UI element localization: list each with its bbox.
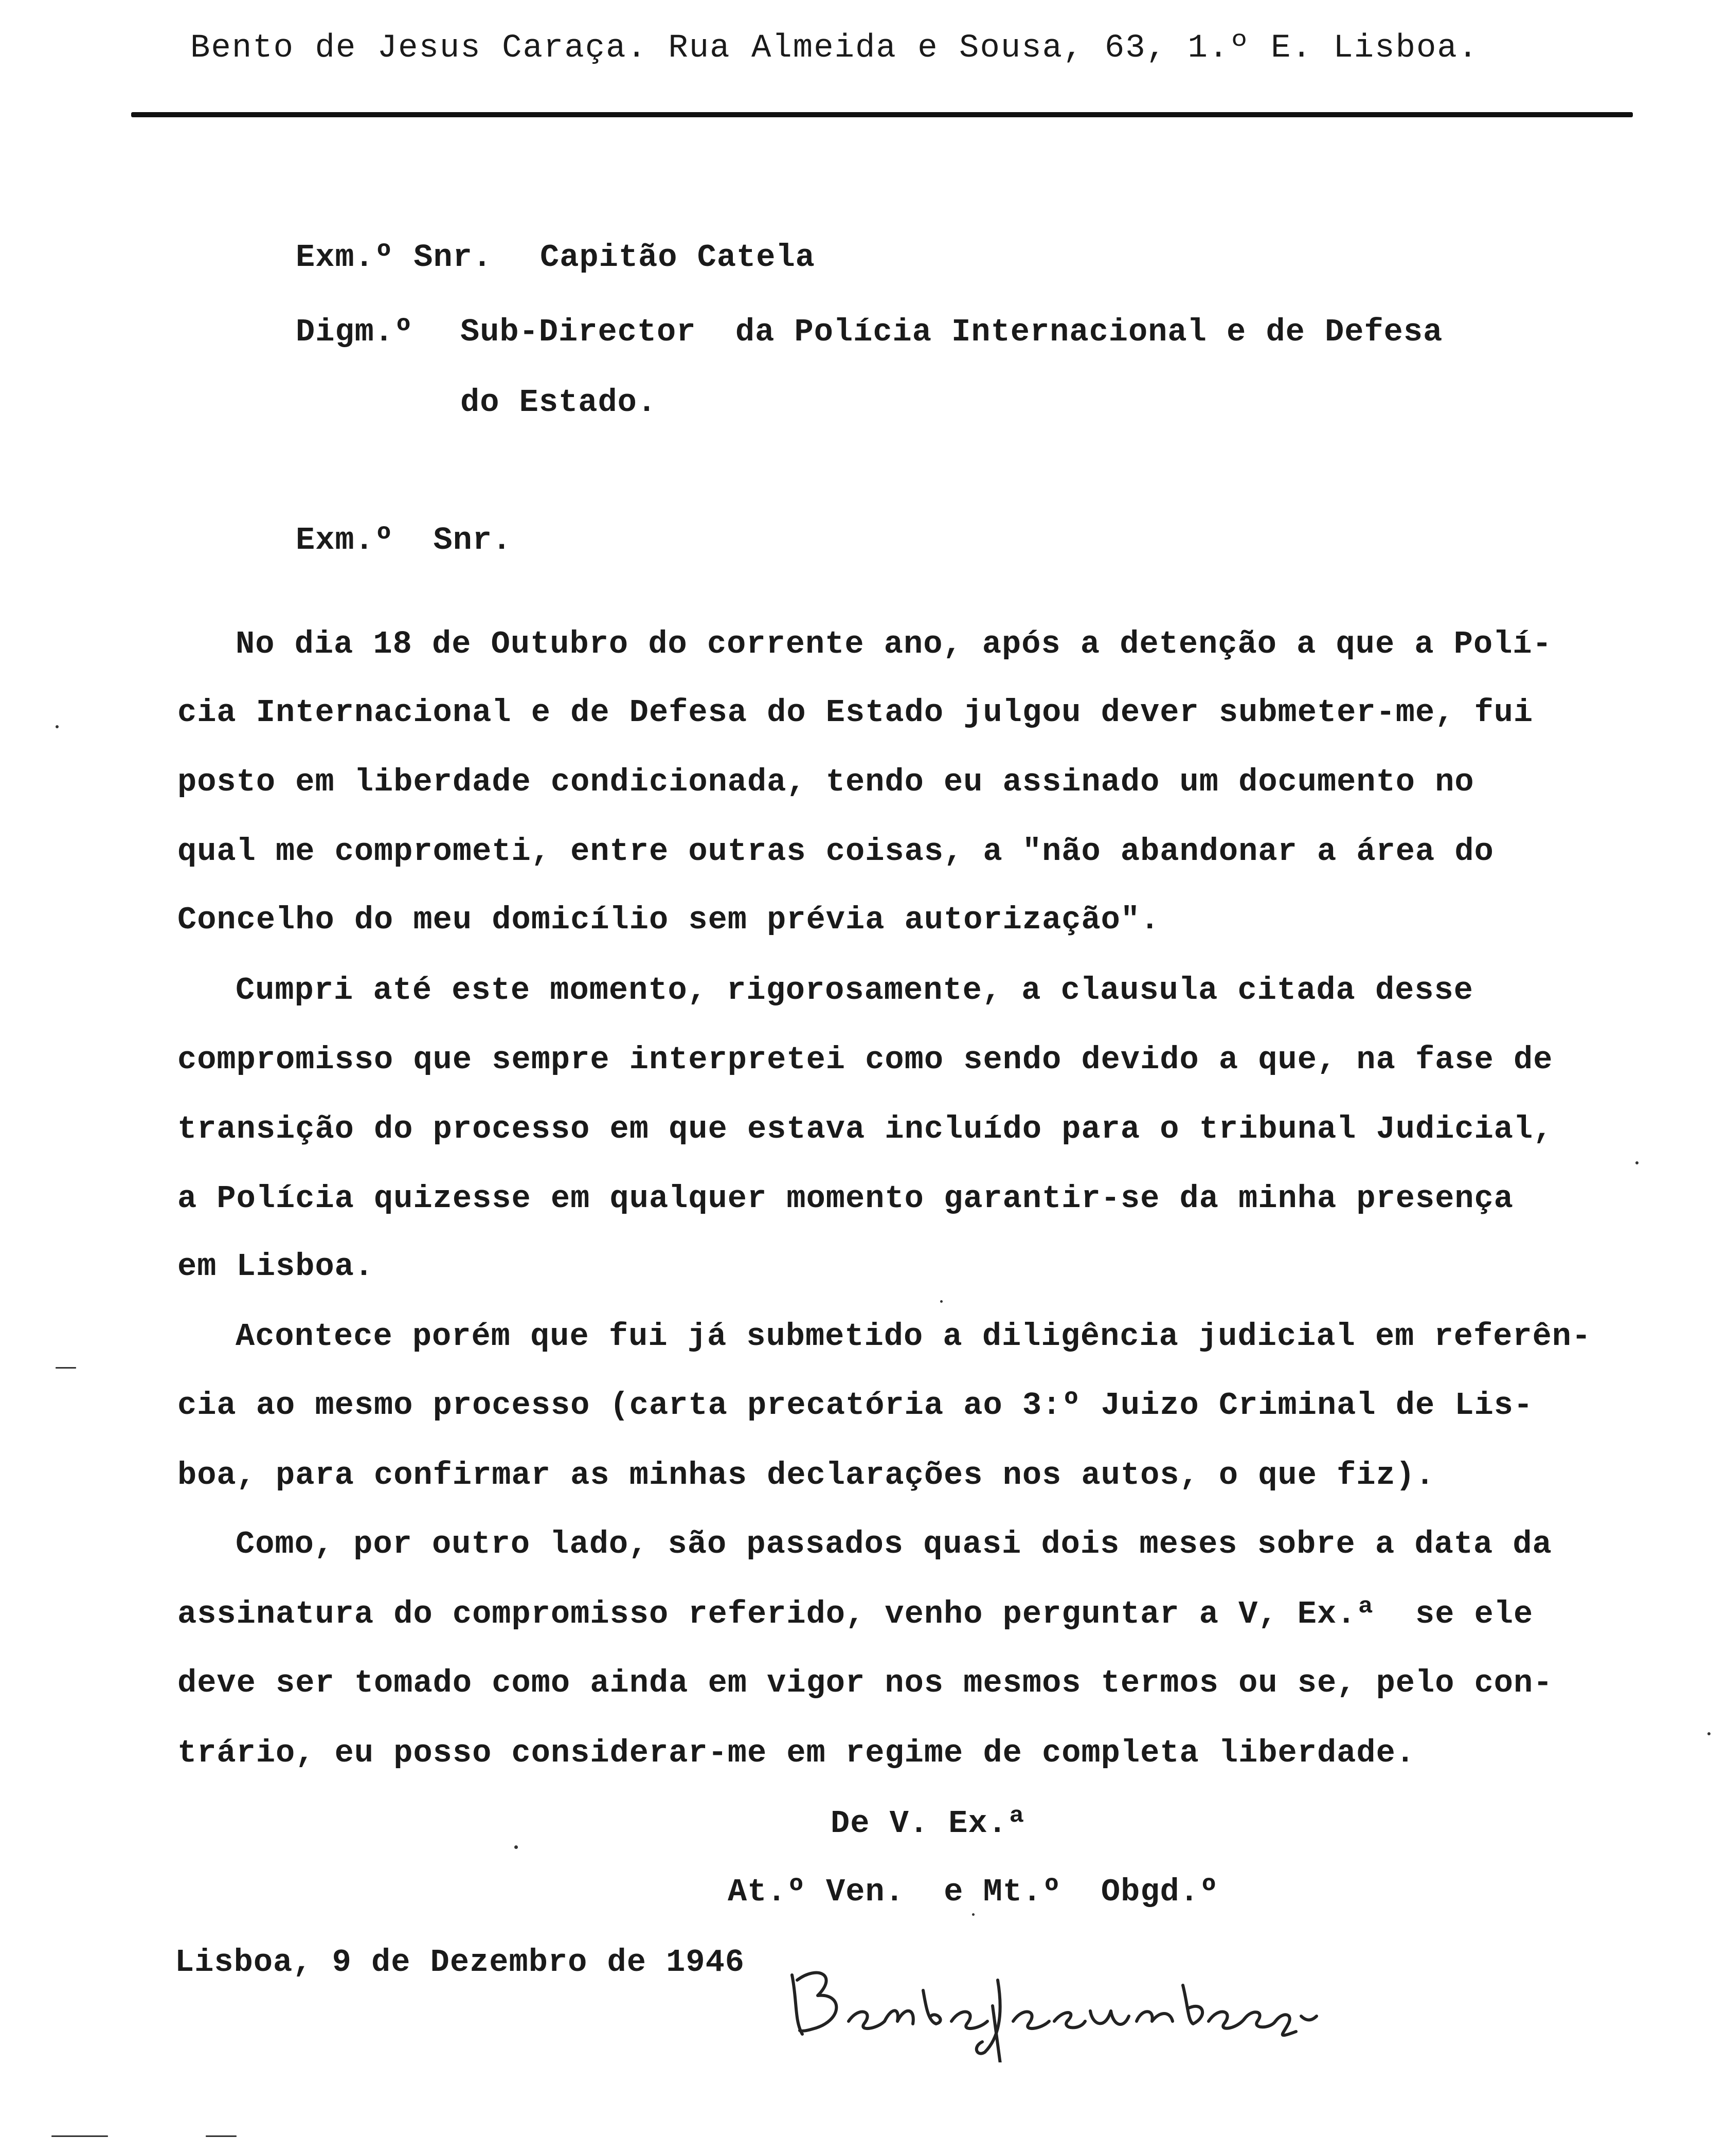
- scan-speck: [51, 2135, 108, 2137]
- scan-speck: [56, 1367, 76, 1369]
- body-line: cia ao mesmo processo (carta precatória ao 3:º Juizo Criminal de Lis-: [177, 1387, 1534, 1424]
- scan-speck: [940, 1300, 943, 1303]
- body-line: Cumpri até este momento, rigorosamente, a clausula citada desse: [236, 972, 1473, 1009]
- addressee-role-cont: do Estado.: [460, 384, 657, 421]
- scan-speck: [514, 1845, 518, 1849]
- letterhead: Bento de Jesus Caraça. Rua Almeida e Sousa, 63, 1.º E. Lisboa.: [190, 30, 1479, 67]
- addressee-title-1: Exm.º Snr.: [296, 239, 493, 276]
- addressee-role: Sub-Director da Polícia Internacional e de Defesa: [460, 314, 1443, 350]
- body-line: No dia 18 de Outubro do corrente ano, após a detenção a que a Polí-: [236, 626, 1552, 662]
- body-line: posto em liberdade condicionada, tendo eu assinado um documento no: [177, 764, 1474, 800]
- addressee-name: Capitão Catela: [540, 239, 815, 276]
- scan-speck: [972, 1913, 975, 1916]
- body-line: em Lisboa.: [177, 1248, 374, 1285]
- body-line: qual me comprometi, entre outras coisas, a "não abandonar a área do: [177, 833, 1494, 870]
- body-line: assinatura do compromisso referido, venho perguntar a V, Ex.ª se ele: [177, 1596, 1534, 1632]
- closing-line-2: At.º Ven. e Mt.º Obgd.º: [728, 1874, 1219, 1910]
- salutation: Exm.º Snr.: [296, 522, 512, 559]
- body-line: Concelho do meu domicílio sem prévia autorização".: [177, 902, 1160, 938]
- scan-speck: [56, 725, 59, 728]
- date-line: Lisboa, 9 de Dezembro de 1946: [175, 1944, 745, 1981]
- body-line: Acontece porém que fui já submetido a diligência judicial em referên-: [236, 1318, 1592, 1355]
- header-rule: [131, 112, 1633, 117]
- body-line: cia Internacional e de Defesa do Estado julgou dever submeter-me, fui: [177, 694, 1534, 731]
- body-line: transição do processo em que estava incluído para o tribunal Judicial,: [177, 1111, 1553, 1147]
- body-line: compromisso que sempre interpretei como sendo devido a que, na fase de: [177, 1041, 1553, 1078]
- body-line: a Polícia quizesse em qualquer momento garantir-se da minha presença: [177, 1180, 1514, 1217]
- handwritten-signature: [782, 1944, 1322, 2062]
- body-line: deve ser tomado como ainda em vigor nos mesmos termos ou se, pelo con-: [177, 1665, 1553, 1701]
- scan-speck: [206, 2135, 237, 2137]
- scan-speck: [1707, 1732, 1711, 1735]
- body-line: Como, por outro lado, são passados quasi dois meses sobre a data da: [236, 1526, 1552, 1562]
- addressee-title-2: Digm.º: [296, 314, 414, 350]
- body-line: trário, eu posso considerar-me em regime de completa liberdade.: [177, 1735, 1415, 1771]
- body-line: boa, para confirmar as minhas declarações nos autos, o que fiz).: [177, 1457, 1435, 1494]
- closing-line-1: De V. Ex.ª: [831, 1805, 1028, 1842]
- scan-speck: [1635, 1161, 1639, 1164]
